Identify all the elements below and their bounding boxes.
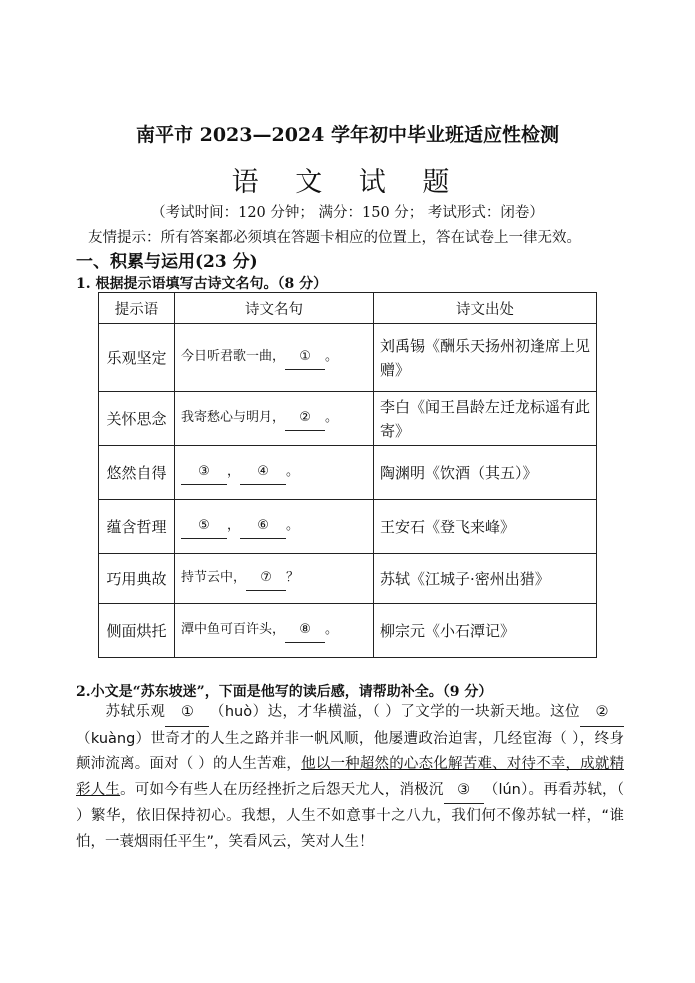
poem-line-cell bbox=[175, 604, 374, 658]
question-2-prompt: 2.小文是“苏东坡迷”，下面是他写的读后感，请帮助补全。（9 分） bbox=[76, 684, 493, 700]
poem-line-cell bbox=[175, 324, 374, 392]
table-row bbox=[99, 392, 597, 446]
poem-line-cell bbox=[175, 446, 374, 500]
answer-blank: ④ bbox=[240, 460, 286, 485]
column-header: 诗文名句 bbox=[175, 293, 374, 324]
source-cell: 柳宗元《小石潭记》 bbox=[374, 604, 597, 658]
column-header: 诗文出处 bbox=[374, 293, 597, 324]
underlined-sentence: 他以一种超然的心态化解苦难、对待不幸，成就精彩人生 bbox=[76, 756, 625, 798]
section-heading: 一、积累与运用(23 分) bbox=[76, 252, 258, 272]
poem-line-text: 。 bbox=[286, 464, 300, 479]
answer-blank: ⑧ bbox=[285, 618, 325, 643]
poem-table bbox=[98, 292, 597, 658]
table-row bbox=[99, 554, 597, 604]
question-1-prompt: 1. 根据提示语填写古诗文名句。（8 分） bbox=[76, 276, 328, 292]
exam-meta: （考试时间：120 分钟； 满分：150 分； 考试形式：闭卷） bbox=[151, 205, 544, 221]
prompt-cell: 侧面烘托 bbox=[99, 604, 175, 658]
answer-blank: ① bbox=[285, 345, 325, 370]
answer-blank: ① bbox=[165, 700, 209, 727]
poem-line-text: 我寄愁心与明月， bbox=[181, 410, 286, 425]
prompt-cell: 关怀思念 bbox=[99, 392, 175, 446]
friendly-tip: 友情提示：所有答案都必须填在答题卡相应的位置上，答在试卷上一律无效。 bbox=[88, 230, 581, 246]
poem-line-text: 潭中鱼可百许头， bbox=[181, 622, 286, 637]
answer-blank: ⑥ bbox=[240, 514, 286, 539]
passage-text: 。可如今有些人在历经挫折之后怨天尤人，消极沉 bbox=[120, 781, 444, 798]
poem-line-text: ， bbox=[227, 518, 241, 533]
poem-line-text: 。 bbox=[325, 349, 339, 364]
poem-line-text: 。 bbox=[325, 410, 339, 425]
table-row bbox=[99, 324, 597, 392]
table-row bbox=[99, 604, 597, 658]
column-header: 提示语 bbox=[99, 293, 175, 324]
subject-title: 语 文 试 题 bbox=[231, 167, 464, 198]
passage-text: （kuàng）世奇才的人生之路并非一帆风顺，他屡遭政治迫害，几经宦海（ ），终身颠沛流离。面对（ ）的人生苦难， bbox=[76, 730, 624, 772]
source-cell: 苏轼《江城子·密州出猎》 bbox=[374, 554, 597, 604]
poem-line-cell bbox=[175, 554, 374, 604]
passage-text: （lún）。再看苏轼，（ ）繁华，依旧保持初心。我想，人生不如意事十之八九，我们何不像苏轼一样，“谁怕，一蓑烟雨任平生”，笑看风云，笑对人生！ bbox=[76, 781, 624, 850]
poem-line-text: ？ bbox=[286, 570, 300, 585]
answer-blank: ② bbox=[580, 700, 624, 727]
source-cell: 刘禹锡《酬乐天扬州初逢席上见赠》 bbox=[374, 324, 597, 392]
poem-line-text: 今日听君歌一曲， bbox=[181, 349, 286, 364]
poem-line-cell bbox=[175, 500, 374, 554]
answer-blank: ⑤ bbox=[181, 514, 227, 539]
poem-line-text: 持节云中， bbox=[181, 570, 247, 585]
table-row bbox=[99, 500, 597, 554]
table-header-row bbox=[99, 293, 597, 324]
passage-text: （huò）达，才华横溢，（ ）了文学的一块新天地。这位 bbox=[209, 704, 581, 720]
answer-blank: ⑦ bbox=[246, 566, 286, 591]
prompt-cell: 巧用典故 bbox=[99, 554, 175, 604]
prompt-cell: 悠然自得 bbox=[99, 446, 175, 500]
source-cell: 李白《闻王昌龄左迁龙标遥有此寄》 bbox=[374, 392, 597, 446]
poem-line-text: 。 bbox=[325, 622, 339, 637]
prompt-cell: 乐观坚定 bbox=[99, 324, 175, 392]
exam-title: 南平市 2023—2024 学年初中毕业班适应性检测 bbox=[136, 124, 559, 146]
reading-passage bbox=[76, 700, 624, 855]
passage-text: 苏轼乐观 bbox=[105, 704, 166, 720]
prompt-cell: 蕴含哲理 bbox=[99, 500, 175, 554]
answer-blank: ③ bbox=[444, 778, 484, 805]
source-cell: 陶渊明《饮酒（其五）》 bbox=[374, 446, 597, 500]
poem-line-cell bbox=[175, 392, 374, 446]
poem-line-text: 。 bbox=[286, 518, 300, 533]
poem-line-text: ， bbox=[227, 464, 241, 479]
answer-blank: ③ bbox=[181, 460, 227, 485]
source-cell: 王安石《登飞来峰》 bbox=[374, 500, 597, 554]
answer-blank: ② bbox=[285, 406, 325, 431]
table-row bbox=[99, 446, 597, 500]
